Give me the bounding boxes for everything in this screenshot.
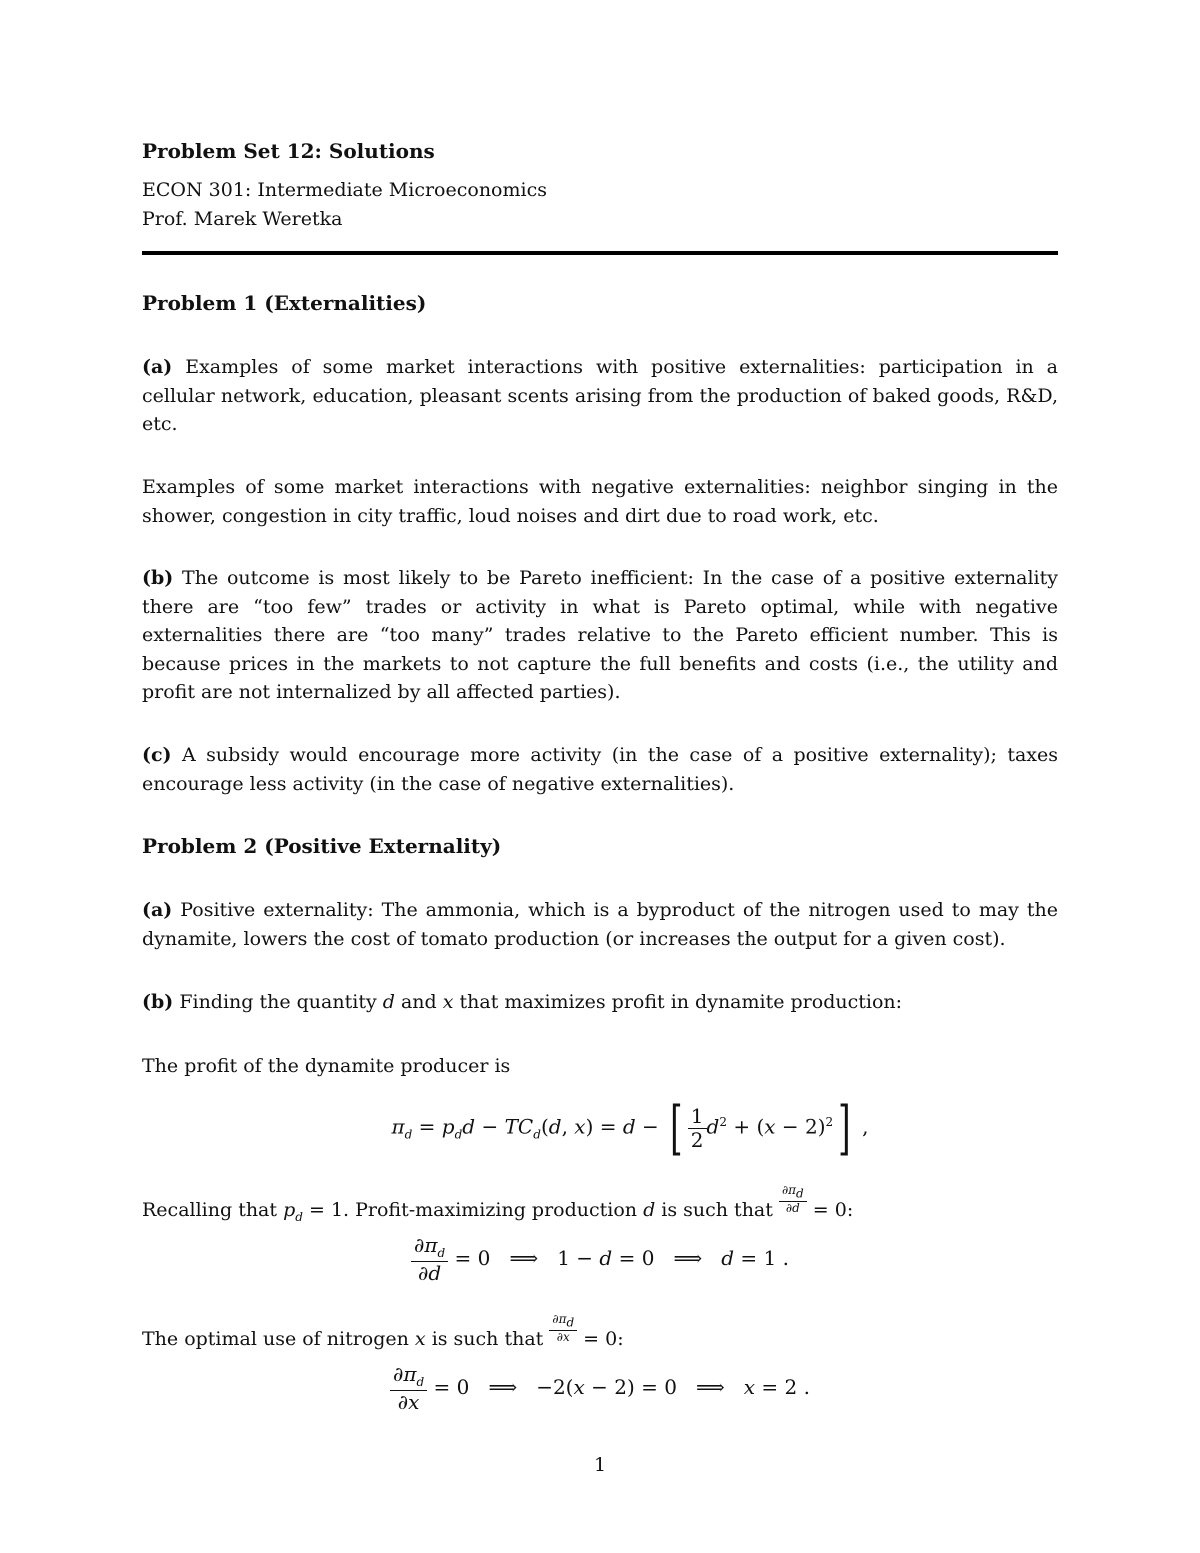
part-label: (a) (142, 899, 173, 921)
nitrogen-statement: The optimal use of nitrogen x is such that $\frac{\partial\pi_d}{\partial x}$ = 0: (142, 1312, 624, 1351)
recall-statement: Recalling that $p_d = 1$. Profit-maximizing production d is such that $\frac{\partial\pi_d}{\partial d}$ = 0: (142, 1183, 854, 1224)
paragraph-text: Examples of some market interactions with positive externalities: participation in a cellular network, education, pleasant scents arising from the production of baked goods, R&D, etc. (142, 356, 1059, 435)
part-label: (c) (142, 744, 172, 766)
problem2-heading: Problem 2 (Positive Externality) (142, 834, 502, 858)
profit-intro: The profit of the dynamite producer is (142, 1055, 511, 1077)
problem1-part-b (142, 564, 1058, 707)
document-page (142, 0, 1058, 1553)
instructor-name: Prof. Marek Weretka (142, 208, 343, 230)
problem2-part-b: (b) Finding the quantity d and x that maximizes profit in dynamite production: (142, 991, 903, 1013)
problem1-part-a (142, 353, 1058, 439)
profit-equation: $\pi_d = p_dd - TC_d(d$, x) = d − [ $\frac{1}{2}$ $d^2 + (x - 2)^2$] , (391, 1094, 869, 1162)
part-label: (b) (142, 567, 174, 589)
problem1-part-c (142, 741, 1058, 798)
problem1-heading: Problem 1 (Externalities) (142, 291, 427, 315)
problem1-part-a-negative: Examples of some market interactions with negative externalities: neighbor singing in the shower, congestion in city traffic, loud noises and dirt due to road work, etc. (142, 476, 1058, 527)
page-number: 1 (593, 1454, 607, 1476)
header-divider (142, 251, 1058, 255)
paragraph-text: A subsidy would encourage more activity (in the case of a positive externality); taxes encourage less activity (in the case of negative externalities). (142, 744, 1059, 795)
document-title: Problem Set 12: Solutions (142, 139, 435, 163)
paragraph-text: The outcome is most likely to be Pareto inefficient: In the case of a positive externality there are “too few” trades or activity in what is Pareto optimal, while with negative externalities there are “too many” trades relative to the Pareto efficient number. This is because prices in the markets to not capture the full benefits and costs (i.e., the utility and profit are not internalized by all affected parties). (142, 567, 1059, 703)
problem2-part-a (142, 896, 1058, 953)
course-name: ECON 301: Intermediate Microeconomics (142, 179, 547, 201)
foc-x-equation: $\frac{\partial\pi_d}{\partial x}$ = 0 ⟹ −2(x − 2) = 0 ⟹ x = 2 . (142, 1363, 1058, 1414)
paragraph-text: Positive externality: The ammonia, which is a byproduct of the nitrogen used to may the dynamite, lowers the cost of tomato production (or increases the output for a given cost). (142, 899, 1058, 950)
part-label: (a) (142, 356, 173, 378)
foc-d-equation: $\frac{\partial\pi_d}{\partial d}$ = 0 ⟹ 1 − d = 0 ⟹ d = 1 . (142, 1234, 1058, 1285)
part-label: (b) (142, 991, 174, 1013)
